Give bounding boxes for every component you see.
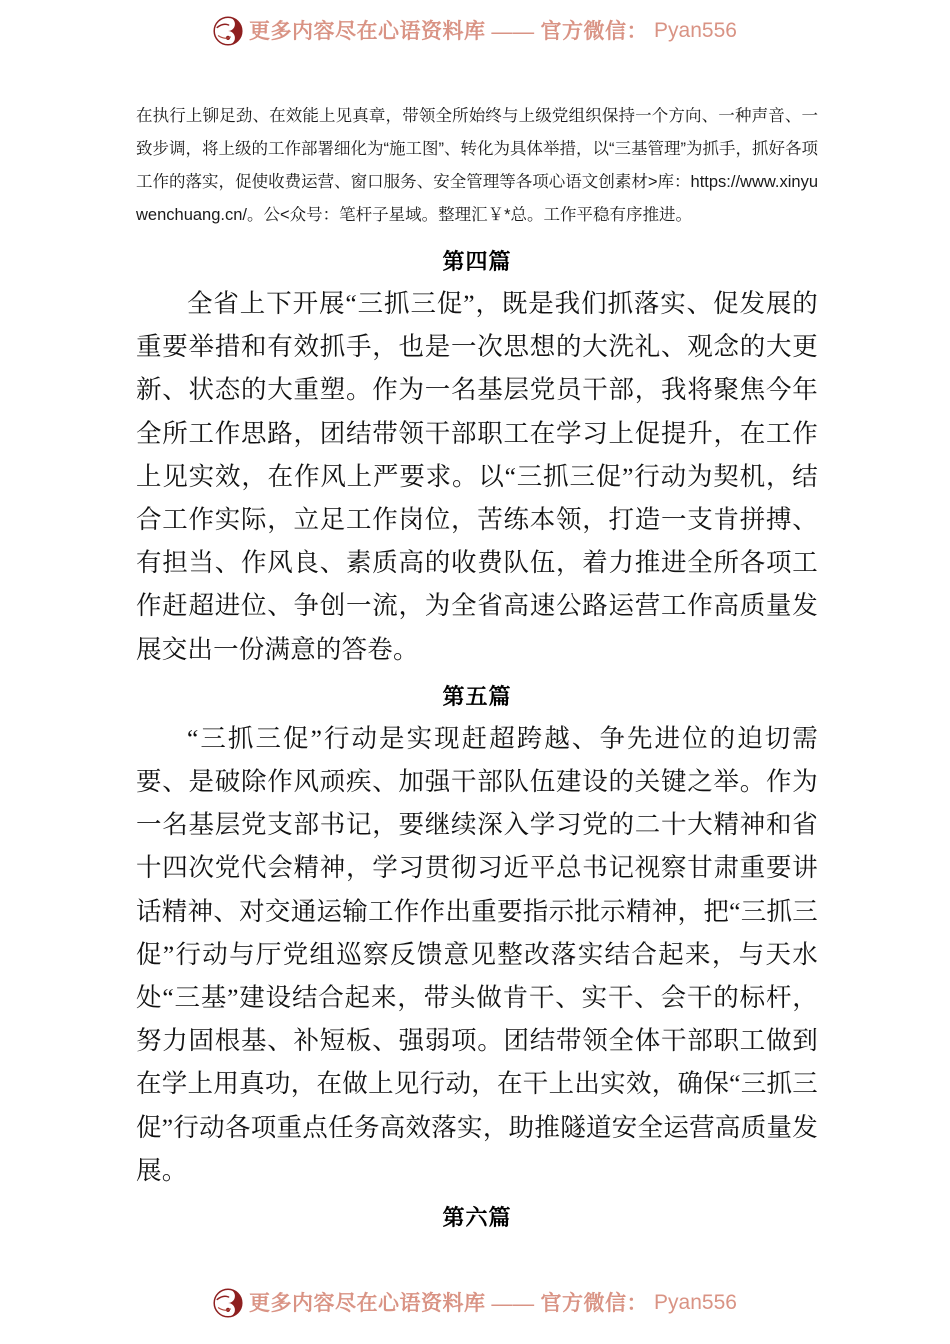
watermark-label-cn: 官方微信： [540, 1291, 649, 1315]
watermark-handle: Pyan556 [654, 1291, 737, 1314]
section-heading-4: 第四篇 [442, 249, 512, 274]
watermark-text-cn: 更多内容尽在心语资料库 [249, 19, 486, 43]
document-content [136, 100, 818, 1238]
section-heading-6: 第六篇 [442, 1205, 512, 1231]
watermark-footer [0, 1288, 950, 1318]
yin-yang-fish-logo-icon [213, 16, 243, 46]
section-paragraph-5: “三抓三促”行动是实现赶超跨越、争先进位的迫切需要、是破除作风顽疾、加强干部队伍建设的关键之举。作为一名基层党支部书记，要继续深入学习党的二十大精神和省十四次党代会精神，学习贯彻习近平总书记视察甘肃重要讲话精神、对交通运输工作作出重要指示批示精神，把“三抓三促”行动与厅党组巡察反馈意见整改落实结合起来，与天水处“三基”建设结合起来，带头做肯干、实干、会干的标杆，努力固根基、补短板、强弱项。团结带领全体干部职工做到在学上用真功，在做上见行动，在干上出实效，确保“三抓三促”行动各项重点任务高效落实，助推隧道安全运营高质量发展。 [136, 723, 818, 1185]
watermark-dash: —— [491, 1291, 535, 1315]
watermark-header [0, 16, 950, 46]
watermark-handle: Pyan556 [654, 19, 737, 42]
intro-paragraph: 在执行上铆足劲、在效能上见真章，带领全所始终与上级党组织保持一个方向、一种声音、一致步调，将上级的工作部署细化为“施工图”、转化为具体举措，以“三基管理”为抓手，抓好各项工作的落实，促使收费运营、窗口服务、安全管理等各项心语文创素材>库：https://www.xinyuwenchuang.cn/。公<众号：笔杆子星域。整理汇￥*总。工作平稳有序推进。 [136, 107, 818, 224]
watermark-dash: —— [491, 19, 535, 43]
watermark-text-cn: 更多内容尽在心语资料库 [249, 1291, 486, 1315]
section-paragraph-4: 全省上下开展“三抓三促”，既是我们抓落实、促发展的重要举措和有效抓手，也是一次思想的大洗礼、观念的大更新、状态的大重塑。作为一名基层党员干部，我将聚焦今年全所工作思路，团结带领干部职工在学习上促提升，在工作上见实效，在作风上严要求。以“三抓三促”行动为契机，结合工作实际，立足工作岗位，苦练本领，打造一支肯拼搏、有担当、作风良、素质高的收费队伍，着力推进全所各项工作赶超进位、争创一流，为全省高速公路运营工作高质量发展交出一份满意的答卷。 [136, 289, 818, 664]
watermark-label-cn: 官方微信： [540, 19, 649, 43]
yin-yang-fish-logo-icon [213, 1288, 243, 1318]
section-heading-5: 第五篇 [442, 683, 512, 709]
